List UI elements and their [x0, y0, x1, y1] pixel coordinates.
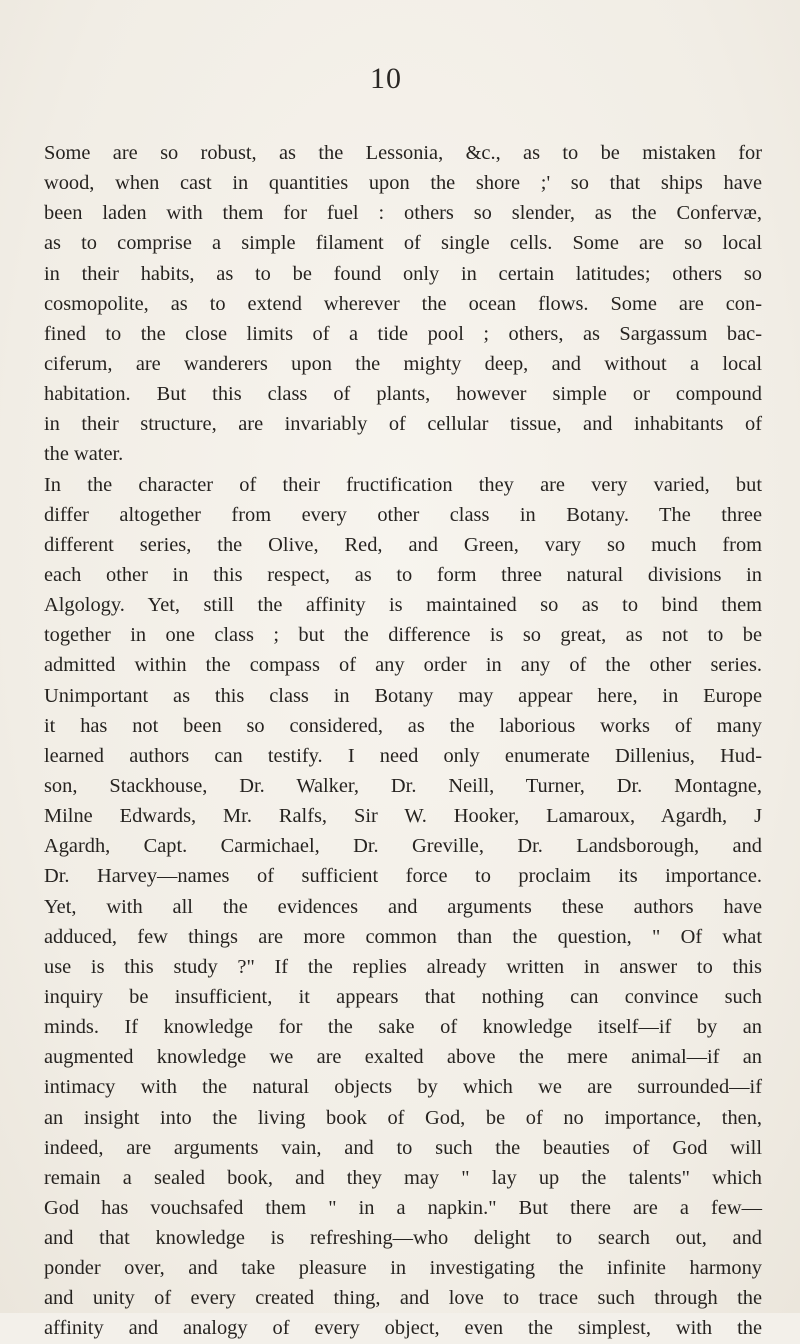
text-line: fined to the close limits of a tide pool ; others, as Sargassum bac- — [44, 322, 762, 345]
text-line: ciferum, are wanderers upon the mighty deep, and without a local — [44, 352, 762, 375]
text-line: each other in this respect, as to form three natural divisions in — [44, 563, 762, 586]
text-line: cosmopolite, as to extend wherever the ocean flows. Some are con- — [44, 292, 762, 315]
text-line: In the character of their fructification they are very varied, but — [44, 473, 762, 496]
text-line: intimacy with the natural objects by which we are surrounded—if — [44, 1076, 762, 1099]
text-line: learned authors can testify. I need only enumerate Dillenius, Hud- — [44, 744, 762, 767]
text-line: Dr. Harvey—names of sufficient force to proclaim its importance. — [44, 865, 762, 888]
text-line: habitation. But this class of plants, however simple or compound — [44, 383, 762, 406]
text-line: Some are so robust, as the Lessonia, &c., as to be mistaken for — [44, 142, 762, 164]
text-line: indeed, are arguments vain, and to such the beauties of God will — [44, 1136, 762, 1159]
text-line: admitted within the compass of any order in any of the other series. — [44, 654, 762, 677]
text-line: and that knowledge is refreshing—who delight to search out, and — [44, 1227, 762, 1250]
text-line: the water. — [44, 443, 124, 466]
text-line: augmented knowledge we are exalted above the mere animal—if an — [44, 1046, 762, 1069]
text-line: it has not been so considered, as the laborious works of many — [44, 714, 762, 737]
text-line: Algology. Yet, still the affinity is maintained so as to bind them — [44, 594, 762, 617]
text-line: use is this study ?" If the replies already written in answer to this — [44, 955, 762, 978]
text-line: an insight into the living book of God, be of no importance, then, — [44, 1106, 762, 1129]
text-line: God has vouchsafed them " in a napkin." But there are a few— — [44, 1196, 762, 1219]
text-line: and unity of every created thing, and love to trace such through the — [44, 1287, 762, 1310]
text-line: affinity and analogy of every object, even the simplest, with the — [44, 1317, 762, 1340]
text-line: Agardh, Capt. Carmichael, Dr. Greville, Dr. Landsborough, and — [44, 835, 762, 858]
text-line: wood, when cast in quantities upon the shore ;' so that ships have — [44, 172, 762, 195]
text-line: minds. If knowledge for the sake of knowledge itself—if by an — [44, 1016, 762, 1039]
page-number: 10 — [370, 62, 402, 95]
text-line: different series, the Olive, Red, and Green, vary so much from — [44, 533, 762, 556]
text-line: inquiry be insufficient, it appears that nothing can convince such — [44, 985, 762, 1008]
text-line: together in one class ; but the difference is so great, as not to be — [44, 624, 762, 647]
text-line: ponder over, and take pleasure in investigating the infinite harmony — [44, 1257, 762, 1280]
text-line: as to comprise a simple filament of single cells. Some are so local — [44, 232, 762, 255]
text-line: remain a sealed book, and they may " lay up the talents" which — [44, 1166, 762, 1189]
body-text — [44, 138, 762, 1344]
text-line: son, Stackhouse, Dr. Walker, Dr. Neill, Turner, Dr. Montagne, — [44, 774, 762, 797]
text-line: Milne Edwards, Mr. Ralfs, Sir W. Hooker, Lamaroux, Agardh, J — [44, 805, 762, 828]
text-line: differ altogether from every other class in Botany. The three — [44, 503, 762, 526]
text-line: Unimportant as this class in Botany may appear here, in Europe — [44, 684, 762, 707]
text-line: been laden with them for fuel : others so slender, as the Confervæ, — [44, 202, 762, 225]
text-line: in their structure, are invariably of cellular tissue, and inhabitants of — [44, 413, 762, 436]
text-line: Yet, with all the evidences and arguments these authors have — [44, 895, 762, 918]
text-line: in their habits, as to be found only in certain latitudes; others so — [44, 262, 762, 285]
text-line: adduced, few things are more common than the question, " Of what — [44, 925, 762, 948]
